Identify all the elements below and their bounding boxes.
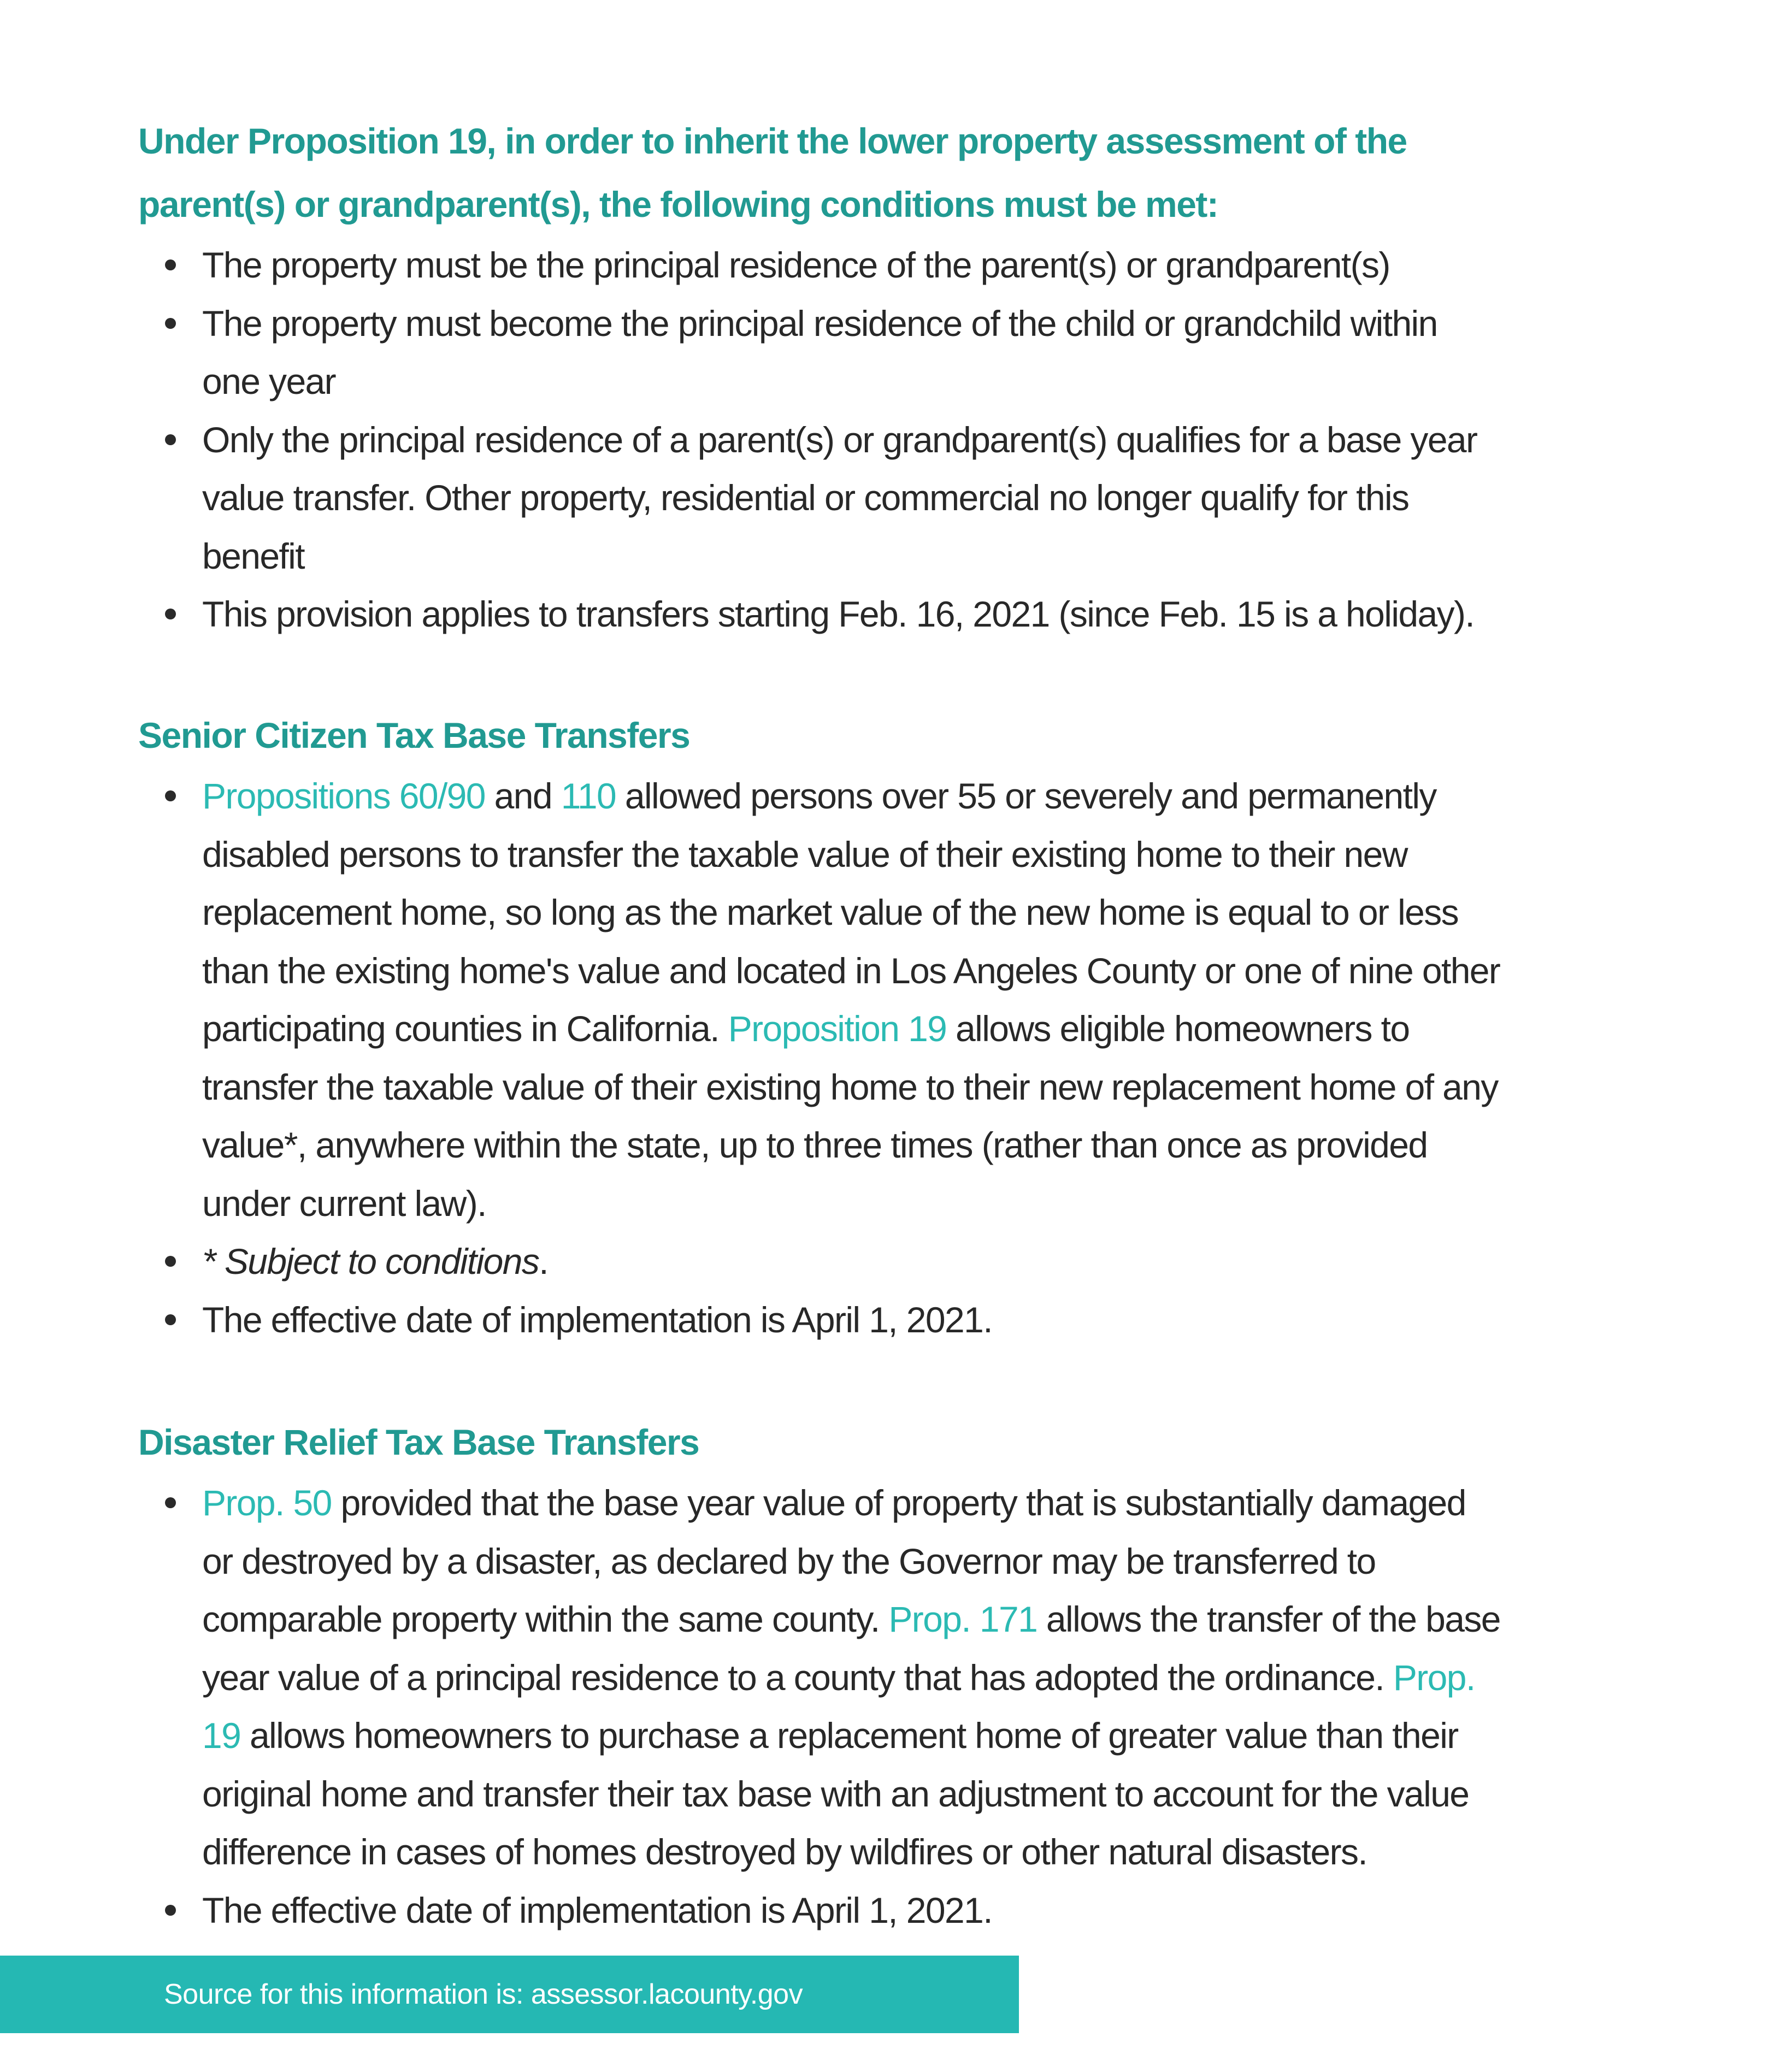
heading-line: Senior Citizen Tax Base Transfers bbox=[138, 715, 690, 755]
list-item bbox=[138, 1291, 1723, 1349]
bullet-dot-icon bbox=[165, 609, 176, 619]
text-segment: allows homeowners to purchase a replacement home of greater value than their bbox=[240, 1715, 1458, 1756]
bullet-dot-icon bbox=[165, 1497, 176, 1508]
bullet-dot-icon bbox=[165, 1256, 176, 1267]
text-segment: The property must become the principal residence of the child or grandchild within bbox=[202, 303, 1437, 344]
source-footer-text: Source for this information is: assessor.lacounty.gov bbox=[164, 1979, 803, 2010]
proposition-link[interactable]: Proposition 19 bbox=[728, 1008, 947, 1049]
heading-line: Disaster Relief Tax Base Transfers bbox=[138, 1422, 699, 1462]
text-line bbox=[202, 1590, 1723, 1649]
text-line bbox=[202, 1649, 1723, 1707]
heading-line: Under Proposition 19, in order to inherit the lower property assessment of the bbox=[138, 121, 1407, 161]
text-segment: original home and transfer their tax base with an adjustment to account for the value bbox=[202, 1773, 1469, 1814]
text-segment: * Subject to conditions bbox=[202, 1241, 539, 1282]
proposition-link[interactable]: Propositions 60/90 bbox=[202, 776, 485, 816]
proposition-link[interactable]: 19 bbox=[202, 1715, 241, 1756]
text-segment: value*, anywhere within the state, up to three times (rather than once as provided bbox=[202, 1125, 1428, 1165]
text-segment: under current law). bbox=[202, 1183, 486, 1224]
list-item bbox=[138, 585, 1723, 643]
text-line bbox=[202, 1823, 1723, 1881]
text-segment: allows eligible homeowners to bbox=[946, 1008, 1410, 1049]
bullet-list bbox=[138, 236, 1723, 643]
text-segment: provided that the base year value of property that is substantially damaged bbox=[331, 1483, 1466, 1523]
list-item bbox=[138, 236, 1723, 294]
proposition-link[interactable]: Prop. bbox=[1393, 1657, 1475, 1698]
text-segment: benefit bbox=[202, 535, 304, 576]
text-segment: disabled persons to transfer the taxable value of their existing home to their new bbox=[202, 834, 1407, 875]
text-line bbox=[202, 1532, 1723, 1591]
bullet-dot-icon bbox=[165, 790, 176, 801]
text-segment: transfer the taxable value of their existing home to their new replacement home of any bbox=[202, 1066, 1498, 1107]
section-heading bbox=[138, 1410, 1723, 1474]
text-line bbox=[202, 825, 1723, 884]
text-segment: difference in cases of homes destroyed by wildfires or other natural disasters. bbox=[202, 1832, 1367, 1872]
bullet-dot-icon bbox=[165, 1314, 176, 1325]
text-segment: The property must be the principal residence of the parent(s) or grandparent(s) bbox=[202, 245, 1390, 285]
proposition-link[interactable]: Prop. 50 bbox=[202, 1483, 332, 1523]
text-segment: one year bbox=[202, 361, 336, 401]
text-line bbox=[202, 767, 1723, 825]
text-segment: The effective date of implementation is April 1, 2021. bbox=[202, 1299, 992, 1340]
text-line bbox=[202, 236, 1723, 294]
text-segment: Only the principal residence of a parent(s) or grandparent(s) qualifies for a base year bbox=[202, 419, 1477, 460]
list-item bbox=[138, 294, 1723, 411]
text-line bbox=[202, 1000, 1723, 1058]
text-segment: The effective date of implementation is April 1, 2021. bbox=[202, 1889, 992, 1930]
text-line bbox=[202, 1474, 1723, 1532]
section-prop19-inheritance bbox=[138, 109, 1723, 643]
text-line bbox=[202, 1881, 1723, 1940]
text-segment: comparable property within the same county. bbox=[202, 1599, 889, 1639]
text-segment: than the existing home's value and located in Los Angeles County or one of nine other bbox=[202, 950, 1500, 991]
bullet-dot-icon bbox=[165, 318, 176, 329]
text-segment: year value of a principal residence to a county that has adopted the ordinance. bbox=[202, 1657, 1393, 1698]
text-segment: replacement home, so long as the market value of the new home is equal to or less bbox=[202, 892, 1459, 932]
section-heading bbox=[138, 109, 1723, 236]
text-line bbox=[202, 527, 1723, 586]
bullet-list bbox=[138, 767, 1723, 1349]
section-senior-citizen-transfers bbox=[138, 704, 1723, 1349]
text-line bbox=[202, 883, 1723, 942]
list-item bbox=[138, 1232, 1723, 1291]
text-segment: . bbox=[539, 1241, 549, 1282]
text-line bbox=[202, 352, 1723, 411]
text-line bbox=[202, 294, 1723, 353]
text-segment: This provision applies to transfers starting Feb. 16, 2021 (since Feb. 15 is a holiday). bbox=[202, 594, 1475, 634]
bullet-dot-icon bbox=[165, 434, 176, 445]
source-footer-bar bbox=[0, 1956, 1019, 2033]
text-line bbox=[202, 1232, 1723, 1291]
list-item bbox=[138, 411, 1723, 586]
text-segment: or destroyed by a disaster, as declared by the Governor may be transferred to bbox=[202, 1540, 1376, 1581]
section-disaster-relief-transfers bbox=[138, 1410, 1723, 1939]
text-line bbox=[202, 1116, 1723, 1174]
text-segment: allows the transfer of the base bbox=[1037, 1599, 1500, 1639]
text-segment: value transfer. Other property, residential or commercial no longer qualify for this bbox=[202, 477, 1409, 518]
text-line bbox=[202, 469, 1723, 527]
text-line bbox=[202, 411, 1723, 469]
text-segment: participating counties in California. bbox=[202, 1008, 728, 1049]
list-item bbox=[138, 767, 1723, 1232]
proposition-link[interactable]: Prop. 171 bbox=[888, 1599, 1038, 1639]
text-line bbox=[202, 1174, 1723, 1233]
list-item bbox=[138, 1881, 1723, 1940]
text-line bbox=[202, 1706, 1723, 1765]
section-heading bbox=[138, 704, 1723, 767]
text-segment: and bbox=[485, 776, 561, 816]
list-item bbox=[138, 1474, 1723, 1881]
text-line bbox=[202, 942, 1723, 1000]
bullet-dot-icon bbox=[165, 259, 176, 270]
text-segment: allowed persons over 55 or severely and permanently bbox=[616, 776, 1436, 816]
proposition-link[interactable]: 110 bbox=[561, 776, 616, 816]
text-line bbox=[202, 1291, 1723, 1349]
bullet-dot-icon bbox=[165, 1905, 176, 1916]
text-line bbox=[202, 1765, 1723, 1823]
text-line bbox=[202, 585, 1723, 643]
heading-line: parent(s) or grandparent(s), the following conditions must be met: bbox=[138, 184, 1218, 225]
bullet-list bbox=[138, 1474, 1723, 1939]
text-line bbox=[202, 1058, 1723, 1117]
